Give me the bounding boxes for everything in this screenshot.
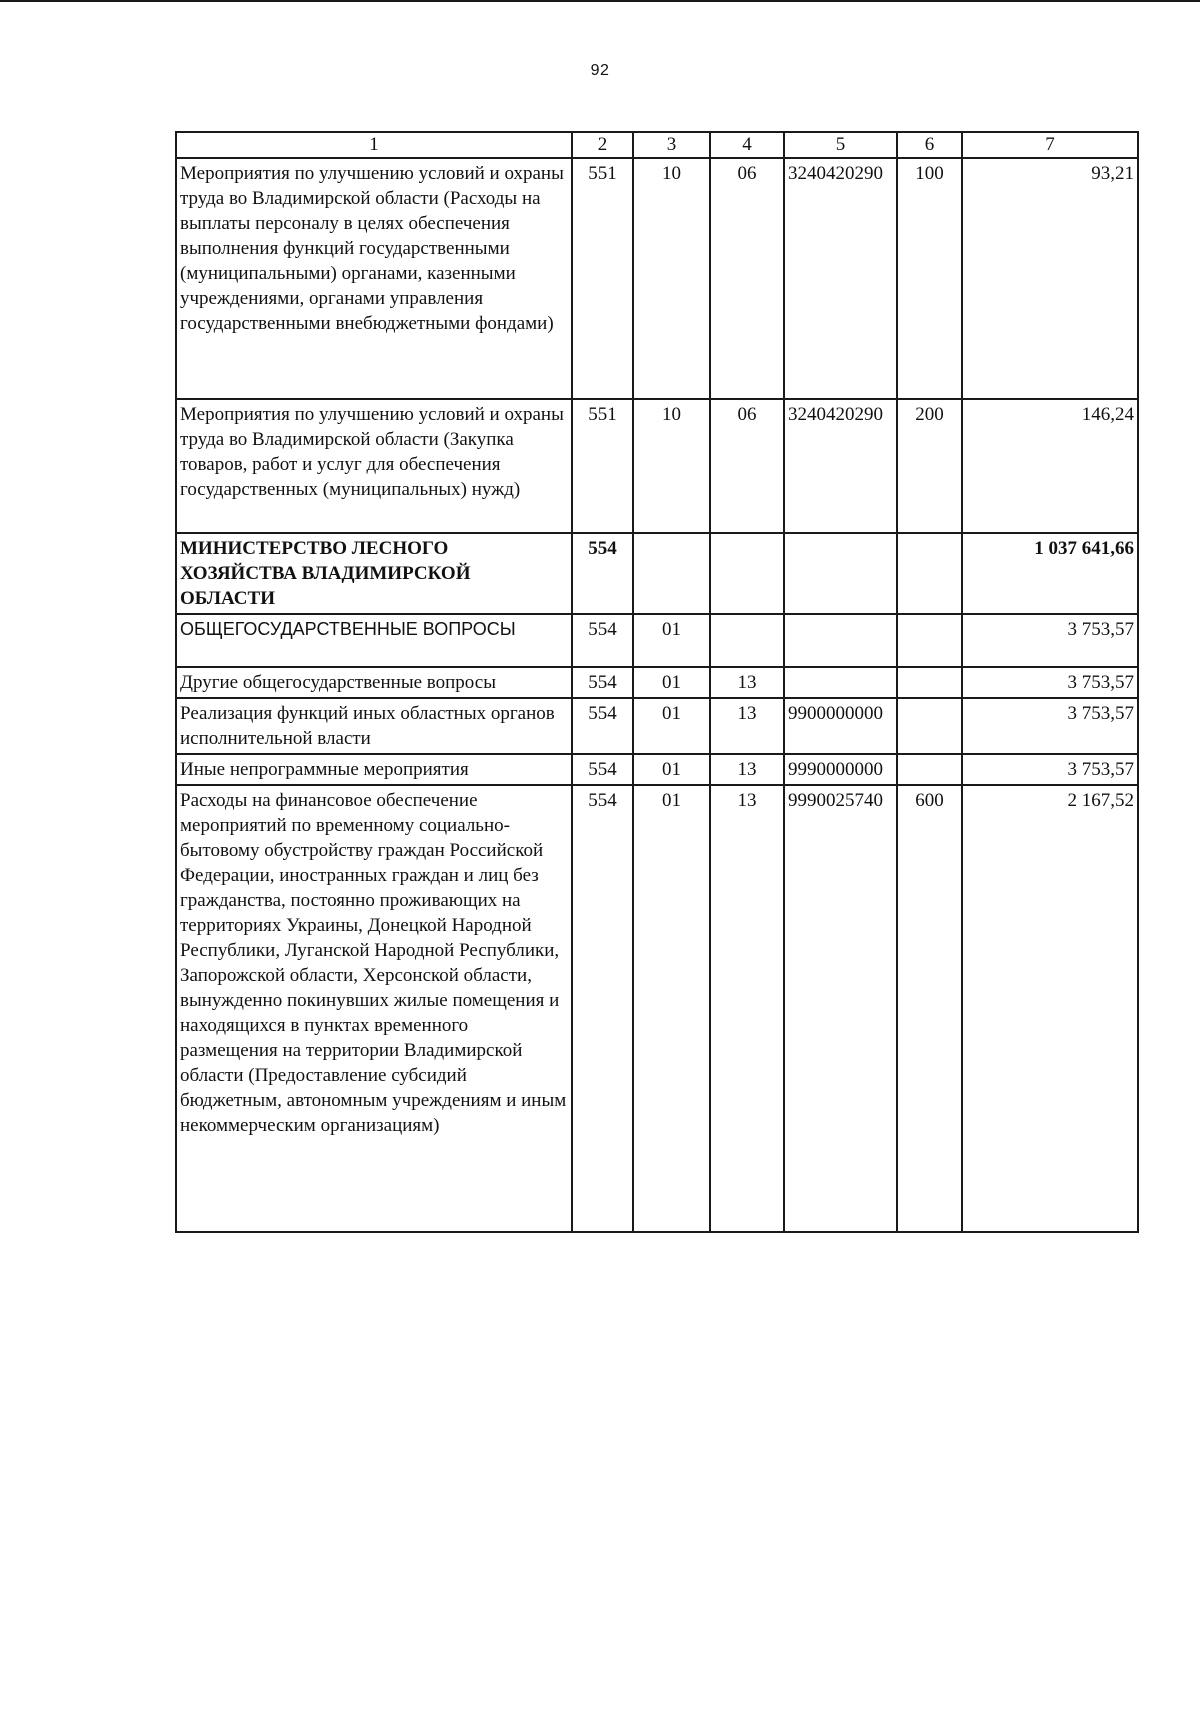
table-row (176, 533, 1138, 614)
row-section: 01 (633, 667, 710, 698)
table-row (176, 399, 1138, 533)
row-name: Другие общегосударственные вопросы (176, 667, 572, 698)
row-name: МИНИСТЕРСТВО ЛЕСНОГО ХОЗЯЙСТВА ВЛАДИМИРСКОЙ ОБЛАСТИ (176, 533, 572, 614)
row-amount: 2 167,52 (962, 785, 1138, 1232)
row-section: 01 (633, 698, 710, 754)
row-target-article: 9990025740 (784, 785, 897, 1232)
row-expense-type (897, 667, 962, 698)
row-section: 01 (633, 754, 710, 785)
table-row (176, 785, 1138, 1232)
header-cell: 2 (572, 132, 633, 158)
row-target-article: 3240420290 (784, 399, 897, 533)
row-subsection (710, 533, 784, 614)
row-expense-type: 100 (897, 158, 962, 399)
header-cell: 7 (962, 132, 1138, 158)
header-cell: 1 (176, 132, 572, 158)
row-section: 01 (633, 614, 710, 667)
row-section: 10 (633, 399, 710, 533)
row-name: Иные непрограммные мероприятия (176, 754, 572, 785)
row-section (633, 533, 710, 614)
header-cell: 3 (633, 132, 710, 158)
row-target-article: 9990000000 (784, 754, 897, 785)
row-ministry-code: 554 (572, 754, 633, 785)
row-amount: 146,24 (962, 399, 1138, 533)
row-subsection: 13 (710, 754, 784, 785)
row-expense-type (897, 754, 962, 785)
table-row (176, 754, 1138, 785)
row-amount: 3 753,57 (962, 754, 1138, 785)
row-target-article: 9900000000 (784, 698, 897, 754)
row-name: Реализация функций иных областных органов исполнительной власти (176, 698, 572, 754)
row-subsection: 13 (710, 667, 784, 698)
table-row (176, 158, 1138, 399)
table-row (176, 698, 1138, 754)
table-row (176, 667, 1138, 698)
scan-top-border (0, 0, 1200, 2)
header-cell: 5 (784, 132, 897, 158)
row-amount: 93,21 (962, 158, 1138, 399)
row-amount: 3 753,57 (962, 614, 1138, 667)
row-subsection: 13 (710, 785, 784, 1232)
row-ministry-code: 554 (572, 785, 633, 1232)
row-name: Расходы на финансовое обеспечение мероприятий по временному социально-бытовому обустройству граждан Российской Федерации, иностранных граждан и лиц без гражданства, постоянно проживающих на территориях Украины, Донецкой Народной Республики, Луганской Народной Республики, Запорожской области, Херсонской области, вынужденно покинувших жилые помещения и находящихся в пунктах временного размещения на территории Владимирской области (Предоставление субсидий бюджетным, автономным учреждениям и иным некоммерческим организациям) (176, 785, 572, 1232)
row-name: ОБЩЕГОСУДАРСТВЕННЫЕ ВОПРОСЫ (176, 614, 572, 667)
row-name: Мероприятия по улучшению условий и охраны труда во Владимирской области (Закупка товаров, работ и услуг для обеспечения государственных (муниципальных) нужд) (176, 399, 572, 533)
page-number: 92 (590, 62, 610, 79)
header-cell: 6 (897, 132, 962, 158)
row-amount: 3 753,57 (962, 667, 1138, 698)
budget-table (175, 131, 1139, 1233)
row-ministry-code: 551 (572, 158, 633, 399)
table-header-row (176, 132, 1138, 158)
row-ministry-code: 551 (572, 399, 633, 533)
row-ministry-code: 554 (572, 614, 633, 667)
row-ministry-code: 554 (572, 533, 633, 614)
row-target-article (784, 614, 897, 667)
row-amount: 3 753,57 (962, 698, 1138, 754)
row-subsection: 13 (710, 698, 784, 754)
row-section: 10 (633, 158, 710, 399)
row-subsection (710, 614, 784, 667)
table-row (176, 614, 1138, 667)
row-expense-type (897, 533, 962, 614)
row-expense-type (897, 698, 962, 754)
row-ministry-code: 554 (572, 698, 633, 754)
row-amount: 1 037 641,66 (962, 533, 1138, 614)
row-subsection: 06 (710, 399, 784, 533)
row-ministry-code: 554 (572, 667, 633, 698)
row-name: Мероприятия по улучшению условий и охраны труда во Владимирской области (Расходы на выплаты персоналу в целях обеспечения выполнения функций государственными (муниципальными) органами, казенными учреждениями, органами управления государственными внебюджетными фондами) (176, 158, 572, 399)
row-target-article (784, 667, 897, 698)
header-cell: 4 (710, 132, 784, 158)
row-section: 01 (633, 785, 710, 1232)
row-expense-type: 600 (897, 785, 962, 1232)
row-expense-type: 200 (897, 399, 962, 533)
row-subsection: 06 (710, 158, 784, 399)
row-expense-type (897, 614, 962, 667)
row-target-article: 3240420290 (784, 158, 897, 399)
row-target-article (784, 533, 897, 614)
